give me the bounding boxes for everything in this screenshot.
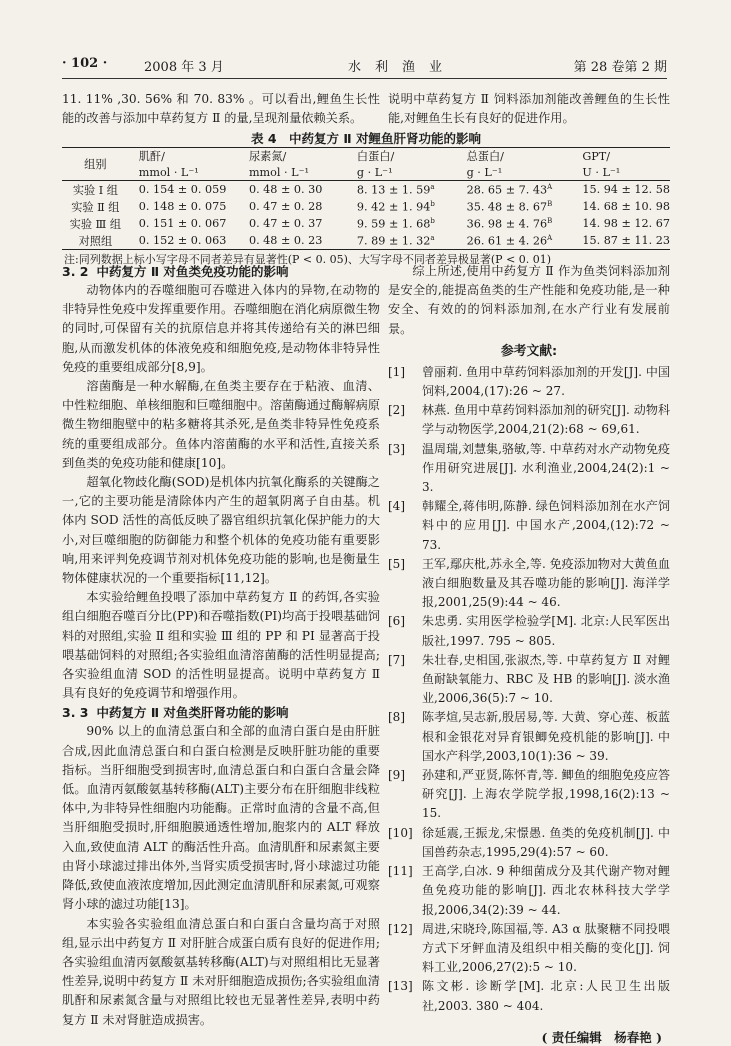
cell: 0. 151 ± 0. 067 — [138, 217, 227, 230]
ref-number: [6] — [388, 614, 405, 629]
cell — [339, 215, 449, 232]
page-number: · 102 · — [62, 56, 108, 71]
col-gpt: GPT/ — [582, 149, 611, 163]
cell: 0. 148 ± 0. 075 — [138, 200, 227, 213]
cell-value: 8. 13 ± 1. 59 — [356, 183, 431, 197]
conclusion-paragraph: 综上所述,使用中药复方 Ⅱ 作为鱼类饲料添加剂是安全的,能提高鱼类的生产性能和免疫功能,是一种安全、有效的的饲料添加剂,在水产行业有发展前景。 — [388, 264, 670, 336]
section-number: 3. 3 — [62, 705, 89, 721]
ref-number: [8] — [388, 710, 405, 725]
section-title: 中药复方 Ⅱ 对鱼类肝肾功能的影响 — [96, 705, 289, 721]
ref-text: 朱壮春,史相国,张淑杰,等. 中草药复方 Ⅱ 对鲤鱼耐缺氧能力、RBC 及 HB 的影响[J]. 淡水渔业,2006,36(5):7 ~ 10. — [422, 652, 670, 706]
ref-text: 王军,鄢庆枇,苏永全,等. 免疫添加物对大黄鱼血液白细胞数量及其吞噬功能的影响[J]. 海洋学报,2001,25(9):44 ~ 46. — [422, 556, 670, 610]
sig-letter: a — [430, 233, 435, 242]
ref-number: [5] — [388, 556, 405, 571]
unit-albumin: g · L⁻¹ — [339, 164, 449, 181]
liver-kidney-table — [62, 147, 670, 250]
table-4 — [62, 129, 670, 268]
ref-text: 陈文彬. 诊断学[M]. 北京:人民卫生出版社,2003. 380 ~ 404. — [422, 979, 670, 1013]
header-rule — [62, 78, 667, 79]
ref-number: [3] — [388, 441, 405, 456]
responsible-editor: ( 责任编辑 杨春艳 ) — [541, 1029, 662, 1045]
cell-value: 9. 42 ± 1. 94 — [356, 200, 431, 214]
unit-gpt: U · L⁻¹ — [564, 164, 670, 181]
cell: 14. 98 ± 12. 67 — [582, 217, 670, 230]
paragraph: 本实验各实验组血清总蛋白和白蛋白含量均高于对照组,显示出中药复方 Ⅱ 对肝脏合成蛋白质有良好的促进作用;各实验组血清丙氨酸氨基转移酶(ALT)与对照组相比无显著性差异,说明中药复方 Ⅱ 未对肝细胞造成损伤;各实验组血清肌酐和尿素氮含量与对照组比较也无显著性差异,表明中药复方 Ⅱ 未对肾脏造成损害。 — [62, 916, 380, 1027]
table-note: 注:同列数据上标小写字母不同者差异有显著性(P < 0. 05)、大写字母不同者差异极显著(P < 0. 01) — [64, 253, 552, 266]
sig-letter: b — [430, 199, 435, 208]
col-urea-nitrogen: 尿素氮/ — [248, 150, 287, 163]
ref-number: [1] — [388, 364, 405, 379]
cell: 15. 94 ± 12. 58 — [582, 183, 670, 196]
list-item — [388, 824, 670, 862]
ref-text: 温周瑞,刘慧集,骆敏,等. 中草药对水产动物免疫作用研究进展[J]. 水利渔业,2004,24(2):1 ~ 3. — [422, 441, 670, 495]
cell: 0. 154 ± 0. 059 — [138, 183, 227, 196]
list-item — [388, 862, 670, 920]
row-group: 实验 Ⅲ 组 — [69, 217, 122, 231]
sig-letter: A — [547, 233, 553, 242]
ref-number: [12] — [388, 921, 413, 936]
cell — [449, 181, 565, 199]
list-item — [388, 497, 670, 555]
ref-number: [7] — [388, 652, 405, 667]
unit-urea-nitrogen: mmol · L⁻¹ — [231, 164, 339, 181]
running-header — [62, 54, 667, 80]
ref-text: 陈孝煊,吴志新,殷居易,等. 大黄、穿心莲、板蓝根和金银花对异育银鲫免疫机能的影响[J]. 中国水产科学,2003,10(1):36 ~ 39. — [422, 710, 670, 763]
ref-text: 王高学,白冰. 9 种细菌成分及其代谢产物对鲤鱼免疫功能的影响[J]. 西北农林科技大学学报,2006,34(2):39 ~ 44. — [422, 864, 670, 917]
intro-right-text: 说明中草药复方 Ⅱ 饲料添加剂能改善鲤鱼的生长性能,对鲤鱼生长有良好的促进作用。 — [388, 92, 670, 126]
intro-left — [62, 90, 380, 128]
ref-text: 周进,宋晓玲,陈国福,等. A3 α 肽聚糖不同投喂方式下牙鲆血清及组织中相关酶的变化[J]. 饲料工业,2006,27(2):5 ~ 10. — [422, 921, 670, 975]
sig-letter: B — [547, 199, 553, 208]
list-item — [388, 920, 670, 978]
ref-number: [4] — [388, 499, 405, 514]
ref-number: [13] — [388, 979, 413, 994]
journal-name: 水利渔业 — [348, 60, 457, 75]
cell-value: 36. 98 ± 4. 76 — [466, 217, 548, 231]
sig-letter: a — [430, 182, 435, 191]
paragraph: 本实验给鲤鱼投喂了添加中草药复方 Ⅱ 的药饵,各实验组白细胞吞噬百分比(PP)和吞噬指数(PI)均高于投喂基础饲料的对照组,实验 Ⅱ 组和实验 Ⅲ 组的 PP 和 PI 显著高于投喂基础饲料的对照组;各实验组血清溶菌酶的活性明显提高;各实验组血清 SOD 的活性明显提高。说明中草药复方 Ⅱ 具有良好的免疫调节和增强作用。 — [62, 590, 380, 701]
paragraph: 动物体内的吞噬细胞可吞噬进入体内的异物,在动物的非特异性免疫中发挥重要作用。吞噬细胞在消化病原微生物的同时,可保留有关的抗原信息并将其传递给有关的淋巴细胞,从而激发机体的体液免疫和细胞免疫,是动物体非特异性免疫的重要组成部分[8,9]。 — [62, 283, 380, 374]
list-item — [388, 977, 670, 1015]
row-group: 实验 Ⅱ 组 — [71, 200, 120, 214]
table-row — [62, 198, 670, 215]
cell-value: 7. 89 ± 1. 32 — [356, 234, 431, 248]
cell — [339, 181, 449, 199]
cell: 14. 68 ± 10. 98 — [582, 200, 670, 213]
col-creatinine: 肌酐/ — [138, 150, 165, 163]
cell — [339, 198, 449, 215]
unit-total-protein: g · L⁻¹ — [449, 164, 565, 181]
col-albumin: 白蛋白/ — [356, 150, 395, 163]
paragraph: 90% 以上的血清总蛋白和全部的血清白蛋白是由肝脏合成,因此血清总蛋白和白蛋白检测是反映肝脏功能的重要指标。当肝细胞受到损害时,血清总蛋白和白蛋白含量会降低。血清丙氨酸氨基转移酶(ALT)主要分布在肝细胞非线粒体中,为非特异性细胞内功能酶。正常时血清的含量不高,但当肝细胞受损时,肝细胞膜通透性增加,胞浆内的 ALT 释放入血,致使血清 ALT 的酶活性升高。血清肌酐和尿素氮主要由肾小球滤过排出体外,当肾实质受损害时,肾小球滤过功能降低,致使血液浓度增加,因此测定血清肌酐和尿素氮,可观察肾小球的滤过功能[13]。 — [62, 724, 380, 912]
references-title: 参考文献: — [500, 343, 558, 359]
ref-text: 韩耀全,蒋伟明,陈静. 绿色饲料添加剂在水产饲料中的应用[J]. 中国水产,2004,(12):72 ~ 73. — [422, 499, 670, 552]
table-row — [62, 181, 670, 199]
section-3-2-heading — [62, 262, 380, 281]
table-row — [62, 215, 670, 232]
intro-right — [388, 90, 670, 128]
list-item — [388, 440, 670, 498]
cell — [449, 198, 565, 215]
sig-letter: b — [430, 216, 435, 225]
unit-creatinine: mmol · L⁻¹ — [129, 164, 231, 181]
row-group: 对照组 — [78, 234, 113, 248]
cell — [339, 232, 449, 250]
cell: 0. 152 ± 0. 063 — [138, 234, 227, 247]
cell: 0. 48 ± 0. 30 — [248, 183, 323, 196]
cell: 0. 47 ± 0. 37 — [248, 217, 323, 230]
intro-left-text: 11. 11% ,30. 56% 和 70. 83% 。可以看出,鲤鱼生长性能的改善与添加中草药复方 Ⅱ 的量,呈现剂量依赖关系。 — [62, 92, 380, 126]
group-header: 组别 — [62, 148, 129, 181]
list-item — [388, 708, 670, 766]
cell — [449, 232, 565, 250]
col-total-protein: 总蛋白/ — [466, 150, 504, 163]
sig-letter: B — [547, 216, 553, 225]
cell-value: 35. 48 ± 8. 67 — [466, 200, 548, 214]
cell: 0. 47 ± 0. 28 — [248, 200, 323, 213]
section-3-3-heading — [62, 703, 380, 722]
paragraph: 溶菌酶是一种水解酶,在鱼类主要存在于粘液、血清、中性粒细胞、单核细胞和巨噬细胞中。溶菌酶通过酶解病原微生物细胞壁中的粘多糖将其杀死,是鱼类非特异性免疫系统的重要组成部分。鱼体内溶菌酶的水平和活性,直接关系到鱼类的免疫功能和健康[10]。 — [62, 379, 380, 470]
ref-text: 曾丽莉. 鱼用中草药饲料添加剂的开发[J]. 中国饲料,2004,(17):26 ~ 27. — [422, 364, 670, 399]
cell-value: 9. 59 ± 1. 68 — [356, 217, 431, 231]
cell — [449, 215, 565, 232]
list-item — [388, 766, 670, 824]
list-item — [388, 401, 670, 439]
section-title: 中药复方 Ⅱ 对鱼类免疫功能的影响 — [96, 264, 289, 279]
ref-number: [10] — [388, 825, 413, 840]
reference-list — [388, 363, 670, 1016]
section-number: 3. 2 — [62, 264, 89, 279]
right-column — [388, 262, 670, 1046]
cell: 0. 48 ± 0. 23 — [248, 234, 323, 247]
cell: 15. 87 ± 11. 23 — [582, 234, 670, 247]
sig-letter: A — [547, 182, 553, 191]
cell-value: 26. 61 ± 4. 26 — [466, 234, 548, 248]
ref-text: 林燕. 鱼用中草药饲料添加剂的研究[J]. 动物科学与动物医学,2004,21(2):68 ~ 69,61. — [422, 403, 670, 437]
table-row — [62, 232, 670, 250]
table-title: 表 4 中药复方 Ⅱ 对鲤鱼肝肾功能的影响 — [251, 131, 481, 146]
ref-text: 徐延震,王振龙,宋憬愚. 鱼类的免疫机制[J]. 中国兽药杂志,1995,29(4):57 ~ 60. — [422, 825, 670, 859]
ref-text: 朱忠勇. 实用医学检验学[M]. 北京:人民军医出版社,1997. 795 ~ 805. — [422, 614, 670, 648]
left-column — [62, 262, 380, 1030]
list-item — [388, 612, 670, 650]
ref-number: [9] — [388, 768, 405, 783]
ref-number: [2] — [388, 403, 405, 418]
ref-text: 孙建和,严亚贤,陈怀青,等. 鲫鱼的细胞免疫应答研究[J]. 上海农学院学报,1998,16(2):13 ~ 15. — [422, 768, 670, 821]
list-item — [388, 651, 670, 709]
cell-value: 28. 65 ± 7. 43 — [466, 183, 548, 197]
volume-issue: 第 28 卷第 2 期 — [573, 60, 667, 75]
paragraph: 超氧化物歧化酶(SOD)是机体内抗氧化酶系的关键酶之一,它的主要功能是清除体内产生的超氧阴离子自由基。机体内 SOD 活性的高低反映了器官组织抗氧化保护能力的大小,对巨噬细胞的防御能力和整个机体的免疫功能有重要影响,用来评判免疫调节剂对机体免疫功能的影响,也是衡量生物体健康状况的一个重要指标[11,12]。 — [62, 475, 380, 586]
row-group: 实验 Ⅰ 组 — [72, 183, 118, 197]
list-item — [388, 555, 670, 613]
list-item — [388, 363, 670, 401]
issue-date: 2008 年 3 月 — [144, 60, 224, 75]
ref-number: [11] — [388, 864, 413, 879]
